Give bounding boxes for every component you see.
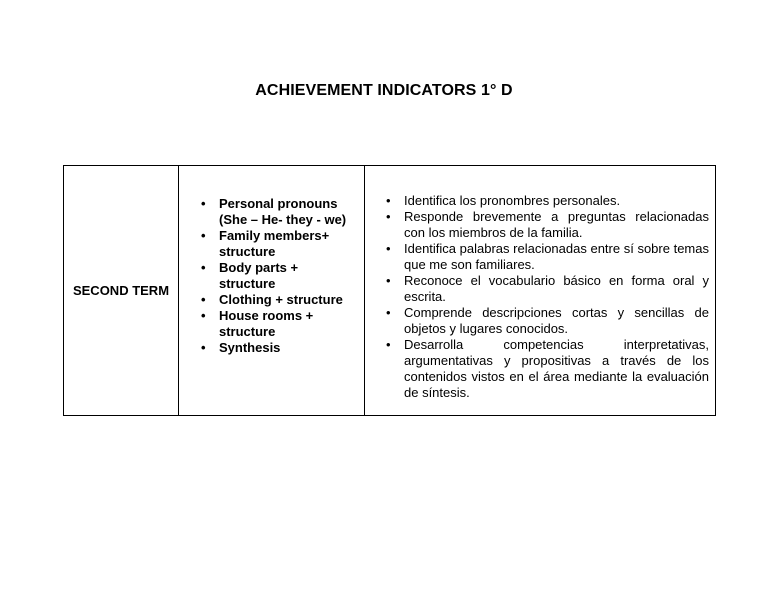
bullet-icon: • xyxy=(201,196,206,211)
indicator-text: Reconoce el vocabulario básico en forma oral y escrita. xyxy=(404,273,709,304)
bullet-icon: • xyxy=(201,228,206,243)
topic-list xyxy=(179,196,364,356)
indicator-text: Comprende descripciones cortas y sencillas de objetos y lugares conocidos. xyxy=(404,305,709,336)
bullet-icon: • xyxy=(386,305,391,320)
list-item xyxy=(365,337,709,401)
topic-text: Body parts + structure xyxy=(219,260,299,291)
achievement-indicators-table xyxy=(63,165,716,416)
bullet-icon: • xyxy=(386,193,391,208)
term-label: SECOND TERM xyxy=(72,283,170,298)
topic-text: Clothing + structure xyxy=(219,292,343,307)
topic-text: Synthesis xyxy=(219,340,281,355)
list-item xyxy=(179,308,358,340)
list-item xyxy=(365,193,709,209)
page-title: ACHIEVEMENT INDICATORS 1° D xyxy=(255,82,513,99)
indicator-text: Identifica los pronombres personales. xyxy=(404,193,621,208)
indicator-list xyxy=(365,193,715,401)
list-item xyxy=(179,292,358,308)
bullet-icon: • xyxy=(201,260,206,275)
indicator-text: Desarrolla competencias interpretativas, argumentativas y propositivas a través de los contenidos vistos en el área mediante la evaluación de síntesis. xyxy=(404,337,709,400)
list-item xyxy=(365,241,709,273)
list-item xyxy=(365,273,709,305)
bullet-icon: • xyxy=(201,340,206,355)
topic-text: Personal pronouns (She – He- they - we) xyxy=(219,196,347,227)
indicators-cell xyxy=(365,166,716,416)
topics-cell xyxy=(179,166,365,416)
topic-text: House rooms + structure xyxy=(219,308,314,339)
term-cell xyxy=(64,166,179,416)
topic-text: Family members+ structure xyxy=(219,228,330,259)
bullet-icon: • xyxy=(386,273,391,288)
list-item xyxy=(179,196,358,228)
bullet-icon: • xyxy=(386,241,391,256)
list-item xyxy=(179,228,358,260)
list-item xyxy=(179,260,358,292)
bullet-icon: • xyxy=(386,209,391,224)
table-row xyxy=(64,166,716,416)
bullet-icon: • xyxy=(386,337,391,352)
bullet-icon: • xyxy=(201,292,206,307)
indicator-text: Identifica palabras relacionadas entre sí sobre temas que me son familiares. xyxy=(404,241,709,272)
list-item xyxy=(365,305,709,337)
indicator-text: Responde brevemente a preguntas relacionadas con los miembros de la familia. xyxy=(404,209,709,240)
bullet-icon: • xyxy=(201,308,206,323)
list-item xyxy=(179,340,358,356)
list-item xyxy=(365,209,709,241)
